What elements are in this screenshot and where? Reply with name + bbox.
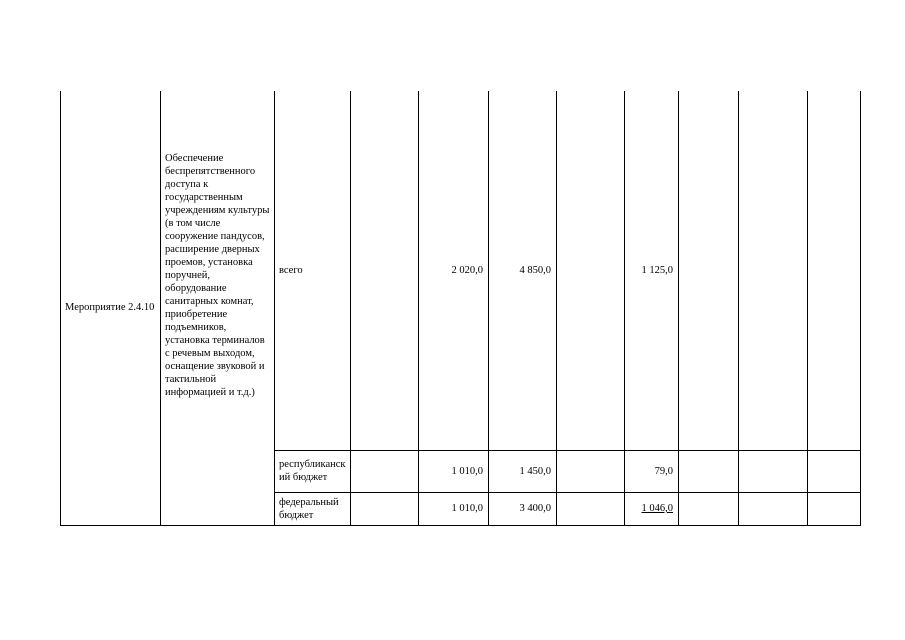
funding-source: всего [275, 91, 351, 450]
funding-source: республиканский бюджет [275, 450, 351, 492]
value-cell: 2 020,0 [419, 91, 489, 450]
table-row [61, 91, 861, 450]
value-cell [351, 91, 419, 450]
value-cell [739, 450, 808, 492]
value-cell: 1 010,0 [419, 492, 489, 525]
funding-source: федеральный бюджет [275, 492, 351, 525]
measure-description: Обеспечение беспрепятственного доступа к государственным учреждениям культуры (в том числе сооружение пандусов, расширение дверных проемов, установка поручней, оборудование санитарных комнат, приобретение подъемников, установка терминалов с речевым выходом, оснащение звуковой и тактильной информацией и т.д.) [161, 91, 275, 525]
value-cell: 4 850,0 [489, 91, 557, 450]
value-cell [351, 492, 419, 525]
value-cell [808, 91, 861, 450]
value-cell: 79,0 [625, 450, 679, 492]
value-cell [557, 450, 625, 492]
value-cell: 1 010,0 [419, 450, 489, 492]
value-cell [557, 492, 625, 525]
value-cell: 1 125,0 [625, 91, 679, 450]
underlined-value: 1 046,0 [641, 503, 673, 514]
value-cell [557, 91, 625, 450]
value-cell [679, 492, 739, 525]
value-cell [739, 492, 808, 525]
value-cell: 3 400,0 [489, 492, 557, 525]
value-cell: 1 450,0 [489, 450, 557, 492]
value-cell [808, 450, 861, 492]
value-cell [351, 450, 419, 492]
value-cell [808, 492, 861, 525]
value-cell [625, 492, 679, 525]
funding-table [60, 91, 861, 526]
value-cell [679, 91, 739, 450]
measure-code: Мероприятие 2.4.10 [61, 91, 161, 525]
value-cell [679, 450, 739, 492]
value-cell [739, 91, 808, 450]
